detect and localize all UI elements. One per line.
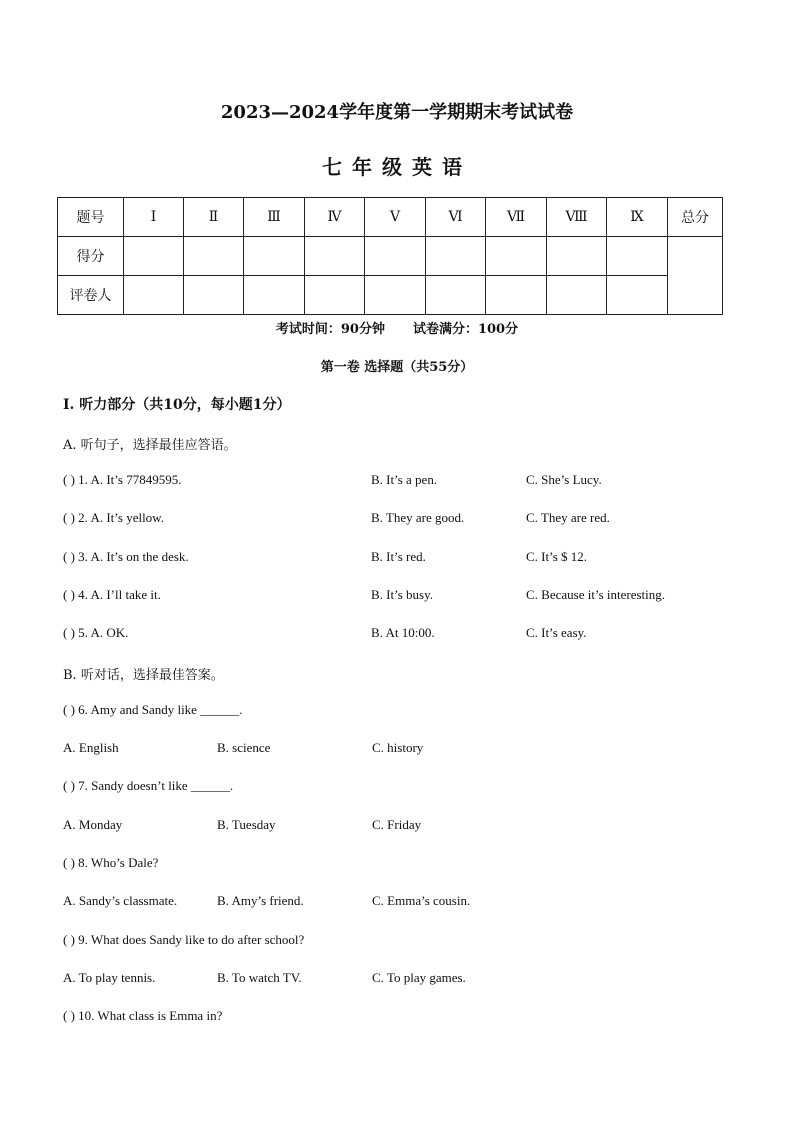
question-6-option-b: B. science — [217, 740, 271, 755]
header-cell: Ⅷ — [547, 198, 607, 237]
header-cell: Ⅵ — [426, 198, 486, 237]
question-1-option-c: C. She’s Lucy. — [526, 472, 602, 487]
part-a-instruction: A. 听句子，选择最佳应答语。 — [63, 438, 237, 453]
question-6-stem: ( ) 6. Amy and Sandy like ______. — [63, 702, 243, 717]
row-label: 评卷人 — [58, 276, 124, 315]
question-2-option-b: B. They are good. — [371, 510, 465, 525]
question-7-option-b: B. Tuesday — [217, 817, 276, 832]
question-4-option-c: C. Because it’s interesting. — [526, 587, 666, 602]
question-3-stem: ( ) 3. A. It’s on the desk. — [63, 549, 189, 564]
question-8-option-a: A. Sandy’s classmate. — [63, 893, 178, 908]
question-9-option-b: B. To watch TV. — [217, 970, 302, 985]
score-cell — [426, 237, 486, 276]
question-1-option-b: B. It’s a pen. — [371, 472, 438, 487]
score-row — [58, 237, 723, 276]
grader-cell — [244, 276, 305, 315]
score-cell — [124, 237, 184, 276]
grader-cell — [184, 276, 244, 315]
exam-subject: 七年级英语 — [322, 155, 472, 179]
grader-cell — [365, 276, 426, 315]
exam-info — [0, 318, 794, 337]
part-b-instruction: B. 听对话，选择最佳答案。 — [63, 668, 224, 683]
grader-cell — [607, 276, 668, 315]
question-9-option-a: A. To play tennis. — [63, 970, 156, 985]
header-cell: 总分 — [668, 198, 723, 237]
question-3-option-c: C. It’s $ 12. — [526, 549, 588, 564]
question-2-stem: ( ) 2. A. It’s yellow. — [63, 510, 164, 525]
question-4-option-b: B. It’s busy. — [371, 587, 433, 602]
score-table — [57, 197, 723, 315]
grader-cell — [124, 276, 184, 315]
section-title: Ⅰ. 听力部分（共10分，每小题1分） — [63, 397, 291, 413]
question-5-option-c: C. It’s easy. — [526, 625, 587, 640]
exam-title: 2023—2024学年度第一学期期末考试试卷 — [220, 102, 574, 123]
question-2-option-c: C. They are red. — [526, 510, 610, 525]
header-cell: Ⅸ — [607, 198, 668, 237]
grader-cell — [305, 276, 365, 315]
score-cell — [486, 237, 547, 276]
header-cell: Ⅲ — [244, 198, 305, 237]
header-cell: Ⅶ — [486, 198, 547, 237]
exam-time: 考试时间：90分钟 — [275, 322, 385, 337]
header-cell: Ⅱ — [184, 198, 244, 237]
row-label: 得分 — [58, 237, 124, 276]
score-cell — [547, 237, 607, 276]
header-cell: Ⅰ — [124, 198, 184, 237]
question-6-option-a: A. English — [63, 740, 119, 755]
grader-cell — [426, 276, 486, 315]
question-10-stem: ( ) 10. What class is Emma in? — [63, 1008, 223, 1023]
question-9-option-c: C. To play games. — [372, 970, 466, 985]
score-cell — [184, 237, 244, 276]
score-cell — [244, 237, 305, 276]
question-7-option-a: A. Monday — [63, 817, 123, 832]
question-8-option-b: B. Amy’s friend. — [217, 893, 304, 908]
total-score-cell — [668, 237, 723, 315]
score-cell — [607, 237, 668, 276]
question-7-stem: ( ) 7. Sandy doesn’t like ______. — [63, 778, 234, 793]
question-4-stem: ( ) 4. A. I’ll take it. — [63, 587, 161, 602]
grader-cell — [486, 276, 547, 315]
header-cell: Ⅳ — [305, 198, 365, 237]
question-3-option-b: B. It’s red. — [371, 549, 426, 564]
score-cell — [365, 237, 426, 276]
question-8-stem: ( ) 8. Who’s Dale? — [63, 855, 159, 870]
question-7-option-c: C. Friday — [372, 817, 422, 832]
score-table-header-row — [58, 198, 723, 237]
header-cell: Ⅴ — [365, 198, 426, 237]
score-cell — [305, 237, 365, 276]
question-8-option-c: C. Emma’s cousin. — [372, 893, 471, 908]
volume-title: 第一卷 选择题（共55分） — [320, 360, 474, 375]
question-9-stem: ( ) 9. What does Sandy like to do after school? — [63, 932, 305, 947]
question-5-option-b: B. At 10:00. — [371, 625, 435, 640]
grader-cell — [547, 276, 607, 315]
question-5-stem: ( ) 5. A. OK. — [63, 625, 129, 640]
question-1-stem: ( ) 1. A. It’s 77849595. — [63, 472, 182, 487]
grader-row — [58, 276, 723, 315]
exam-full-score: 试卷满分：100分 — [412, 322, 519, 337]
header-cell: 题号 — [58, 198, 124, 237]
question-6-option-c: C. history — [372, 740, 424, 755]
